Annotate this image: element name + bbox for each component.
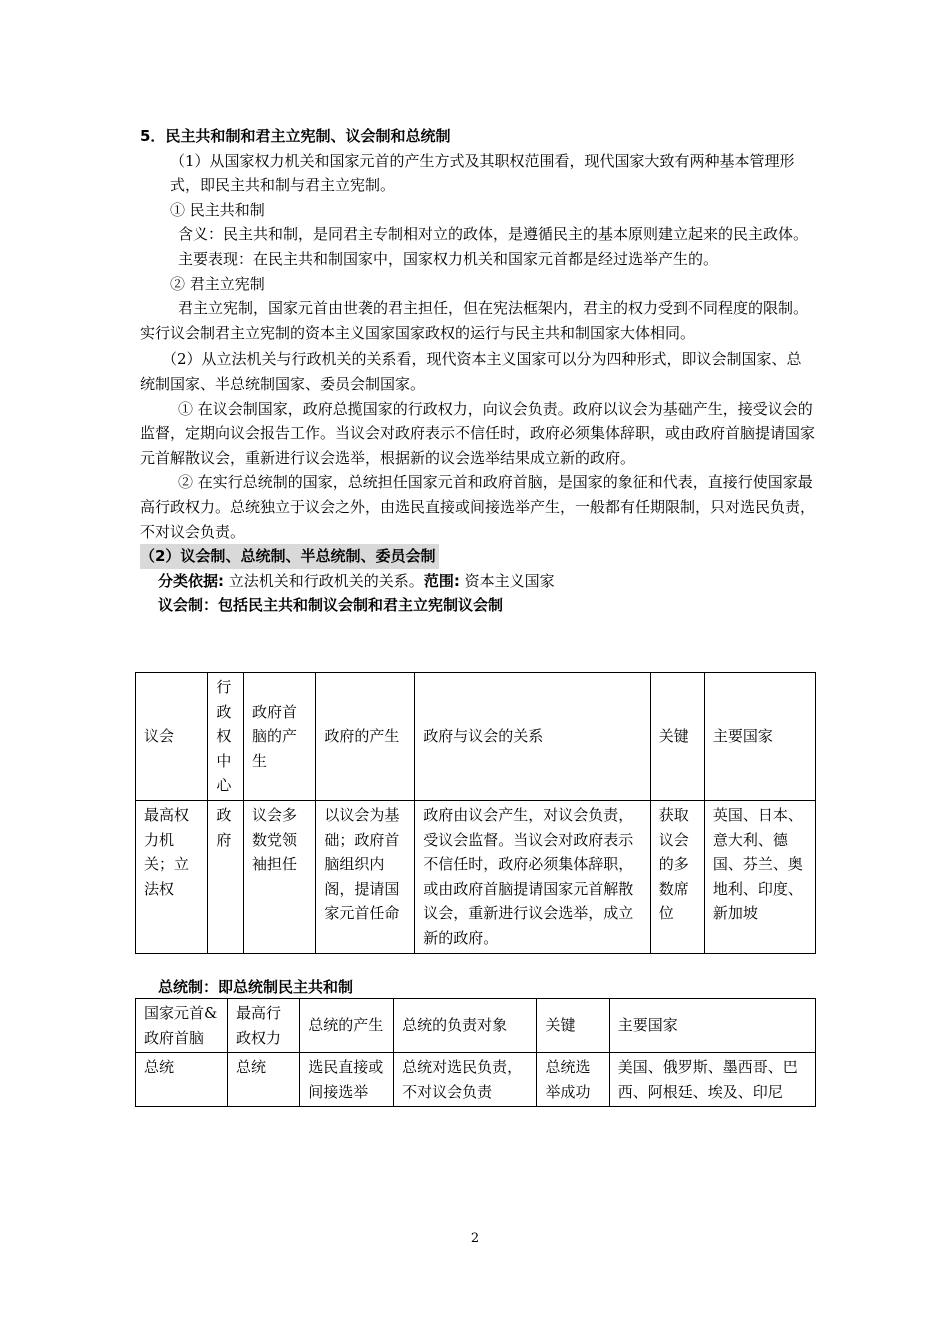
paragraph-1: （1）从国家权力机关和国家元首的产生方式及其职权范围看，现代国家大致有两种基本管理形式，即民主共和制与君主立宪制。 <box>170 151 795 195</box>
classify-label: 分类依据 <box>158 571 219 590</box>
table-header-row <box>136 999 816 1053</box>
table-cell: 美国、俄罗斯、墨西哥、巴西、阿根廷、埃及、印尼 <box>609 1053 815 1107</box>
table-cell: 获取议会的多数席位 <box>650 800 704 953</box>
presidential-title: 总统制：即总统制民主共和制 <box>158 978 354 996</box>
paragraph-6: 君主立宪制，国家元首由世袭的君主担任，但在宪法框架内，君主的权力受到不同程度的限制。实行议会制君主立宪制的资本主义国家国家政权的运行与民主共和制国家大体相同。 <box>140 299 809 342</box>
table-row <box>136 1053 816 1107</box>
paragraph-4: 主要表现：在民主共和制国家中，国家权力机关和国家元首都是经过选举产生的。 <box>178 249 719 268</box>
table-header-cell: 国家元首&政府首脑 <box>136 999 228 1053</box>
table-header-cell: 总统的负责对象 <box>394 999 537 1053</box>
table-header-cell: 关键 <box>537 999 609 1053</box>
table-header-cell: 关键 <box>650 673 704 801</box>
paragraph-7: （2）从立法机关与行政机关的关系看，现代资本主义国家可以分为四种形式，即议会制国家、总统制国家、半总统制国家、委员会制国家。 <box>140 350 802 393</box>
table-header-cell: 政府的产生 <box>316 673 415 801</box>
table-cell: 总统 <box>227 1053 299 1107</box>
classify-text: 立法机关和行政机关的关系。 <box>228 571 424 590</box>
parliamentary-title: 议会制：包括民主共和制议会制和君主立宪制议会制 <box>158 596 504 615</box>
table-cell: 政府 <box>208 800 244 953</box>
paragraph-5: ② 君主立宪制 <box>170 274 265 293</box>
table-header-cell: 主要国家 <box>704 673 815 801</box>
table-cell: 英国、日本、意大利、德国、芬兰、奥地利、印度、新加坡 <box>704 800 815 953</box>
table-header-cell: 政府首脑的产生 <box>244 673 316 801</box>
scope-colon: : <box>453 571 460 590</box>
paragraph-2: ① 民主共和制 <box>170 200 265 219</box>
table-cell: 选民直接或间接选举 <box>300 1053 394 1107</box>
scope-label: 范围 <box>423 571 454 590</box>
scope-text: 资本主义国家 <box>464 571 555 590</box>
page-content <box>140 124 816 618</box>
classify-colon: : <box>218 571 225 590</box>
table-header-row <box>136 673 816 801</box>
table-header-cell: 总统的产生 <box>300 999 394 1053</box>
sub-heading <box>140 544 816 569</box>
paragraph-3: 含义：民主共和制，是同君主专制相对立的政体，是遵循民主的基本原则建立起来的民主政体。 <box>178 225 809 244</box>
sub-heading-text: （2）议会制、总统制、半总统制、委员会制 <box>140 544 439 569</box>
table-cell: 政府由议会产生，对议会负责，受议会监督。当议会对政府表示不信任时，政府必须集体辞职，或由政府首脑提请国家元首解散议会，重新进行议会选举，成立新的政府。 <box>415 800 651 953</box>
table-cell: 以议会为基础；政府首脑组织内阁，提请国家元首任命 <box>316 800 415 953</box>
table-header-cell: 最高行政权力 <box>227 999 299 1053</box>
table-cell: 总统选举成功 <box>537 1053 609 1107</box>
table-header-cell: 行政权中心 <box>208 673 244 801</box>
parliamentary-table <box>135 672 816 954</box>
table-header-cell: 议会 <box>136 673 208 801</box>
table-cell: 最高权力机关；立法权 <box>136 800 208 953</box>
table-cell: 议会多数党领袖担任 <box>244 800 316 953</box>
table-cell: 总统 <box>136 1053 228 1107</box>
table-header-cell: 政府与议会的关系 <box>415 673 651 801</box>
table-header-cell: 主要国家 <box>609 999 815 1053</box>
table-row <box>136 800 816 953</box>
paragraph-9: ② 在实行总统制的国家，总统担任国家元首和政府首脑，是国家的象征和代表，直接行使国家最高行政权力。总统独立于议会之外，由选民直接或间接选举产生，一般都有任期限制，只对选民负责，不对议会负责。 <box>140 473 816 541</box>
page-number: 2 <box>470 1231 480 1246</box>
paragraph-8: ① 在议会制国家，政府总揽国家的行政权力，向议会负责。政府以议会为基础产生，接受议会的监督，定期向议会报告工作。当议会对政府表示不信任时，政府必须集体辞职，或由政府首脑提请国家元首解散议会，重新进行议会选举，根据新的议会选举结果成立新的政府。 <box>140 399 816 467</box>
classification-line <box>140 569 816 594</box>
section-heading: 5．民主共和制和君主立宪制、议会制和总统制 <box>140 127 451 145</box>
table-cell: 总统对选民负责，不对议会负责 <box>394 1053 537 1107</box>
presidential-table <box>135 998 816 1107</box>
